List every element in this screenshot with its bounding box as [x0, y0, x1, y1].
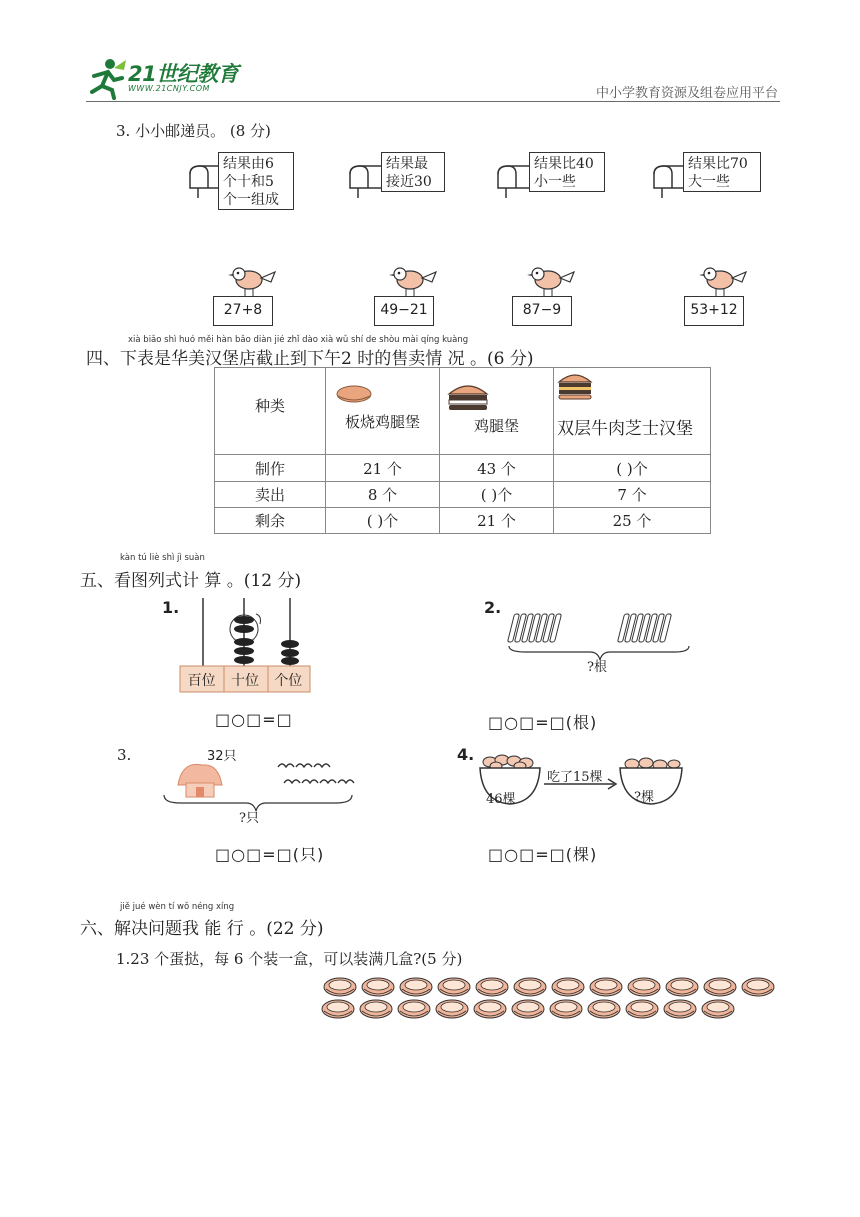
abacus-label-hundreds: 百位	[187, 673, 216, 689]
flat-burger-icon	[336, 384, 372, 404]
p3-number: 3.	[117, 746, 132, 764]
mailbox-sign: 结果由6 个十和5 个一组成	[218, 152, 294, 210]
sec6-q1: 1.23 个蛋挞，每 6 个装一盒，可以装满几盒?(5 分)	[116, 950, 463, 968]
mailbox-icon	[494, 160, 534, 200]
bird-house-scene-icon	[160, 745, 360, 825]
egg-tart-icon	[700, 997, 736, 1023]
logo-url: WWW.21CNJY.COM	[128, 84, 210, 93]
cheeseburger-icon	[557, 370, 593, 402]
egg-tarts-group	[320, 975, 780, 1031]
flying-bird-icon	[296, 764, 312, 767]
table-cell: 8 个	[326, 482, 440, 508]
p2-formula: □○□=□(根)	[488, 713, 598, 732]
p1-formula: □○□=□	[215, 710, 293, 729]
table-cell: 43 个	[440, 455, 554, 482]
p4-arrow-label: 吃了15棵	[547, 770, 603, 785]
sales-table	[214, 367, 711, 534]
sec6-pinyin: jiě jué wèn tí wǒ néng xíng	[120, 902, 235, 912]
flying-bird-icon	[278, 764, 294, 767]
mailbox-sign: 结果最 接近30	[381, 152, 445, 192]
sec5-pinyin: kàn tú liè shì jì suàn	[120, 553, 205, 563]
mailbox-sign: 结果比70 大一些	[683, 152, 761, 192]
egg-tart-icon	[396, 997, 432, 1023]
expression-box: 27+8	[213, 296, 273, 326]
egg-tart-icon	[548, 997, 584, 1023]
sec6-title: 六、解决问题我 能 行 。(22 分)	[80, 919, 324, 939]
egg-tart-icon	[320, 997, 356, 1023]
mailbox-sign: 结果比40 小一些	[529, 152, 605, 192]
abacus-labels	[180, 670, 310, 690]
table-cell: ( )个	[440, 482, 554, 508]
abacus-label-ones: 个位	[274, 673, 303, 689]
q3-title: 3. 小小邮递员。 (8 分)	[116, 122, 271, 140]
egg-tart-icon	[358, 997, 394, 1023]
bird-icon	[520, 262, 580, 298]
row-label: 制作	[215, 455, 326, 482]
expression-box: 49−21	[374, 296, 434, 326]
flying-bird-icon	[320, 780, 336, 783]
expression-box: 87−9	[512, 296, 572, 326]
table-col-3: 双层牛肉芝士汉堡	[554, 368, 711, 455]
egg-tart-icon	[586, 997, 622, 1023]
table-header-label: 种类	[215, 368, 326, 455]
header-divider	[86, 101, 780, 102]
flying-bird-icon	[338, 780, 354, 783]
logo-text: 21世纪教育	[128, 62, 239, 86]
logo	[84, 56, 264, 100]
egg-tart-icon	[510, 997, 546, 1023]
bird-icon	[221, 262, 281, 298]
sec4-pinyin: xià biǎo shì huó měi hàn bǎo diàn jié zhǐ dào xià wǔ shí de shòu mài qíng kuàng	[128, 335, 469, 345]
p4-right-count: ?棵	[634, 790, 654, 805]
row-label: 卖出	[215, 482, 326, 508]
p2-number: 2.	[484, 598, 502, 617]
table-col-1: 板烧鸡腿堡	[326, 368, 440, 455]
expression-box: 53+12	[684, 296, 744, 326]
table-cell: 21 个	[326, 455, 440, 482]
p4-formula: □○□=□(棵)	[488, 845, 598, 864]
table-cell: ( )个	[326, 508, 440, 534]
table-cell: 7 个	[554, 482, 711, 508]
p3-count: 32只	[207, 749, 237, 764]
platform-slogan: 中小学教育资源及组卷应用平台	[595, 86, 778, 101]
p3-question: ?只	[239, 811, 259, 826]
p4-number: 4.	[457, 745, 475, 764]
flying-bird-icon	[314, 764, 330, 767]
table-cell: 25 个	[554, 508, 711, 534]
mailbox-icon	[346, 160, 386, 200]
egg-tart-icon	[740, 975, 776, 1001]
p2-question: ?根	[587, 660, 607, 675]
sec5-title: 五、看图列式计 算 。(12 分)	[80, 571, 302, 591]
table-cell: 21 个	[440, 508, 554, 534]
egg-tart-icon	[662, 997, 698, 1023]
row-label: 剩余	[215, 508, 326, 534]
sec4-title: 四、下表是华美汉堡店截止到下午2 时的售卖情 况 。(6 分)	[86, 349, 534, 369]
egg-tart-icon	[434, 997, 470, 1023]
table-col-2: 鸡腿堡	[440, 368, 554, 455]
egg-tart-icon	[472, 997, 508, 1023]
flying-bird-icon	[284, 780, 300, 783]
runner-logo-icon	[84, 56, 128, 100]
bird-icon	[382, 262, 442, 298]
chicken-burger-icon	[446, 380, 490, 416]
p3-formula: □○□=□(只)	[215, 845, 325, 864]
p1-number: 1.	[162, 598, 180, 617]
table-cell: ( )个	[554, 455, 711, 482]
abacus-label-tens: 十位	[230, 673, 259, 689]
bird-icon	[692, 262, 752, 298]
flying-bird-icon	[302, 780, 318, 783]
egg-tart-icon	[624, 997, 660, 1023]
p4-left-count: 46棵	[486, 792, 516, 807]
